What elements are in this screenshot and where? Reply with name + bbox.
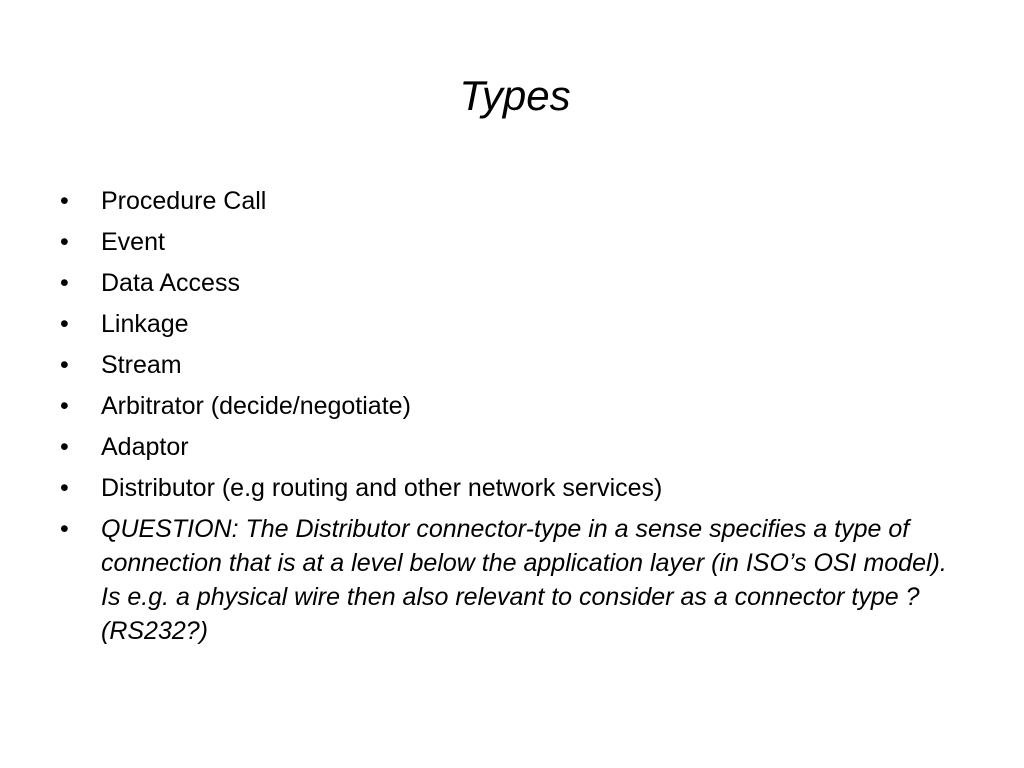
list-item	[60, 307, 950, 341]
slide-title: Types	[459, 72, 571, 119]
list-item-text: Arbitrator (decide/negotiate)	[101, 392, 411, 420]
bullet-icon: •	[60, 269, 69, 297]
bullet-icon: •	[60, 351, 69, 379]
bullet-list	[60, 184, 950, 655]
bullet-icon: •	[60, 515, 69, 543]
list-item-text: Adaptor	[101, 433, 189, 461]
list-item	[60, 348, 950, 382]
list-item	[60, 430, 950, 464]
bullet-icon: •	[60, 228, 69, 256]
bullet-icon: •	[60, 310, 69, 338]
bullet-icon: •	[60, 187, 69, 215]
list-item	[60, 389, 950, 423]
question-item	[60, 512, 950, 648]
list-item-text: Event	[101, 228, 165, 256]
list-item-text: Linkage	[101, 310, 189, 338]
bullet-icon: •	[60, 433, 69, 461]
list-item	[60, 225, 950, 259]
list-item	[60, 184, 950, 218]
list-item	[60, 471, 950, 505]
list-item-text: Procedure Call	[101, 187, 267, 215]
bullet-icon: •	[60, 474, 69, 502]
question-text: QUESTION: The Distributor connector-type in a sense specifies a type of connection that is at a level below the application layer (in ISO’s OSI model). Is e.g. a physical wire then also relevant to consider as a connector type ? (RS232?)	[101, 515, 947, 645]
list-item-text: Stream	[101, 351, 182, 379]
list-item	[60, 266, 950, 300]
list-item-text: Data Access	[101, 269, 240, 297]
list-item-text: Distributor (e.g routing and other network services)	[101, 474, 663, 502]
bullet-icon: •	[60, 392, 69, 420]
